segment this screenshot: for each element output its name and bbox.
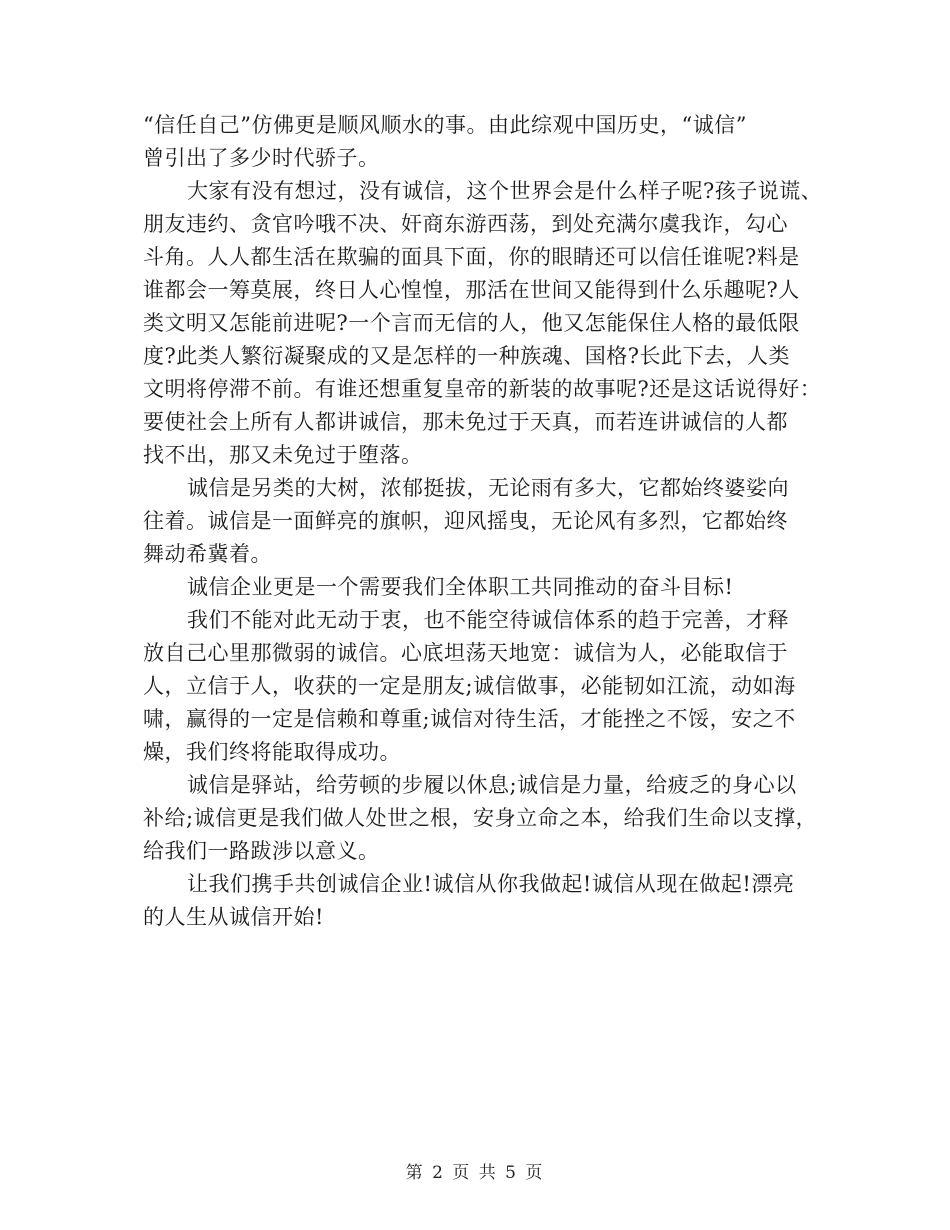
- page-number-footer: 第 2 页 共 5 页: [405, 1163, 545, 1183]
- text-line: 类文明又怎能前进呢?一个言而无信的人，他又怎能保住人格的最低限: [143, 311, 800, 335]
- text-line: 诚信是另类的大树，浓郁挺拔，无论雨有多大，它都始终婆娑向: [187, 476, 789, 500]
- text-line: 往着。诚信是一面鲜亮的旗帜，迎风摇曳，无论风有多烈，它都始终: [143, 509, 788, 533]
- text-line: 朋友违约、贪官吟哦不决、奸商东游西荡，到处充满尔虞我诈，勾心: [143, 212, 788, 236]
- text-line: 斗角。人人都生活在欺骗的面具下面，你的眼睛还可以信任谁呢?料是: [143, 245, 800, 269]
- text-line: 给我们一路跋涉以意义。: [143, 839, 380, 863]
- text-line: 曾引出了多少时代骄子。: [143, 146, 380, 170]
- text-line: “信任自己”仿佛更是顺风顺水的事。由此综观中国历史，“诚信”: [143, 113, 747, 137]
- text-line: 燥，我们终将能取得成功。: [143, 740, 401, 764]
- text-line: 度?此类人繁衍凝聚成的又是怎样的一种族魂、国格?长此下去，人类: [143, 344, 791, 368]
- document-body: [143, 109, 823, 934]
- text-line: 让我们携手共创诚信企业!诚信从你我做起!诚信从现在做起!漂亮: [187, 872, 795, 896]
- text-line: 补给;诚信更是我们做人处世之根，安身立命之本，给我们生命以支撑，: [143, 806, 818, 830]
- text-line: 诚信企业更是一个需要我们全体职工共同推动的奋斗目标!: [187, 575, 734, 599]
- text-line: 放自己心里那微弱的诚信。心底坦荡天地宽：诚信为人，必能取信于: [143, 641, 788, 665]
- text-line: 谁都会一筹莫展，终日人心惶惶，那活在世间又能得到什么乐趣呢?人: [143, 278, 800, 302]
- text-line: 大家有没有想过，没有诚信，这个世界会是什么样子呢?孩子说谎、: [187, 179, 823, 203]
- text-line: 舞动希冀着。: [143, 542, 272, 566]
- text-line: 诚信是驿站，给劳顿的步履以休息;诚信是力量，给疲乏的身心以: [187, 773, 797, 797]
- text-line: 要使社会上所有人都讲诚信，那未免过于天真，而若连讲诚信的人都: [143, 410, 788, 434]
- text-line: 人，立信于人，收获的一定是朋友;诚信做事，必能韧如江流，动如海: [143, 674, 796, 698]
- text-line: 我们不能对此无动于衷，也不能空待诚信体系的趋于完善，才释: [187, 608, 789, 632]
- text-line: 找不出，那又未免过于堕落。: [143, 443, 423, 467]
- text-line: 的人生从诚信开始!: [143, 905, 324, 929]
- text-line: 啸，赢得的一定是信赖和尊重;诚信对待生活，才能挫之不馁，安之不: [143, 707, 796, 731]
- text-line: 文明将停滞不前。有谁还想重复皇帝的新装的故事呢?还是这话说得好：: [143, 377, 822, 401]
